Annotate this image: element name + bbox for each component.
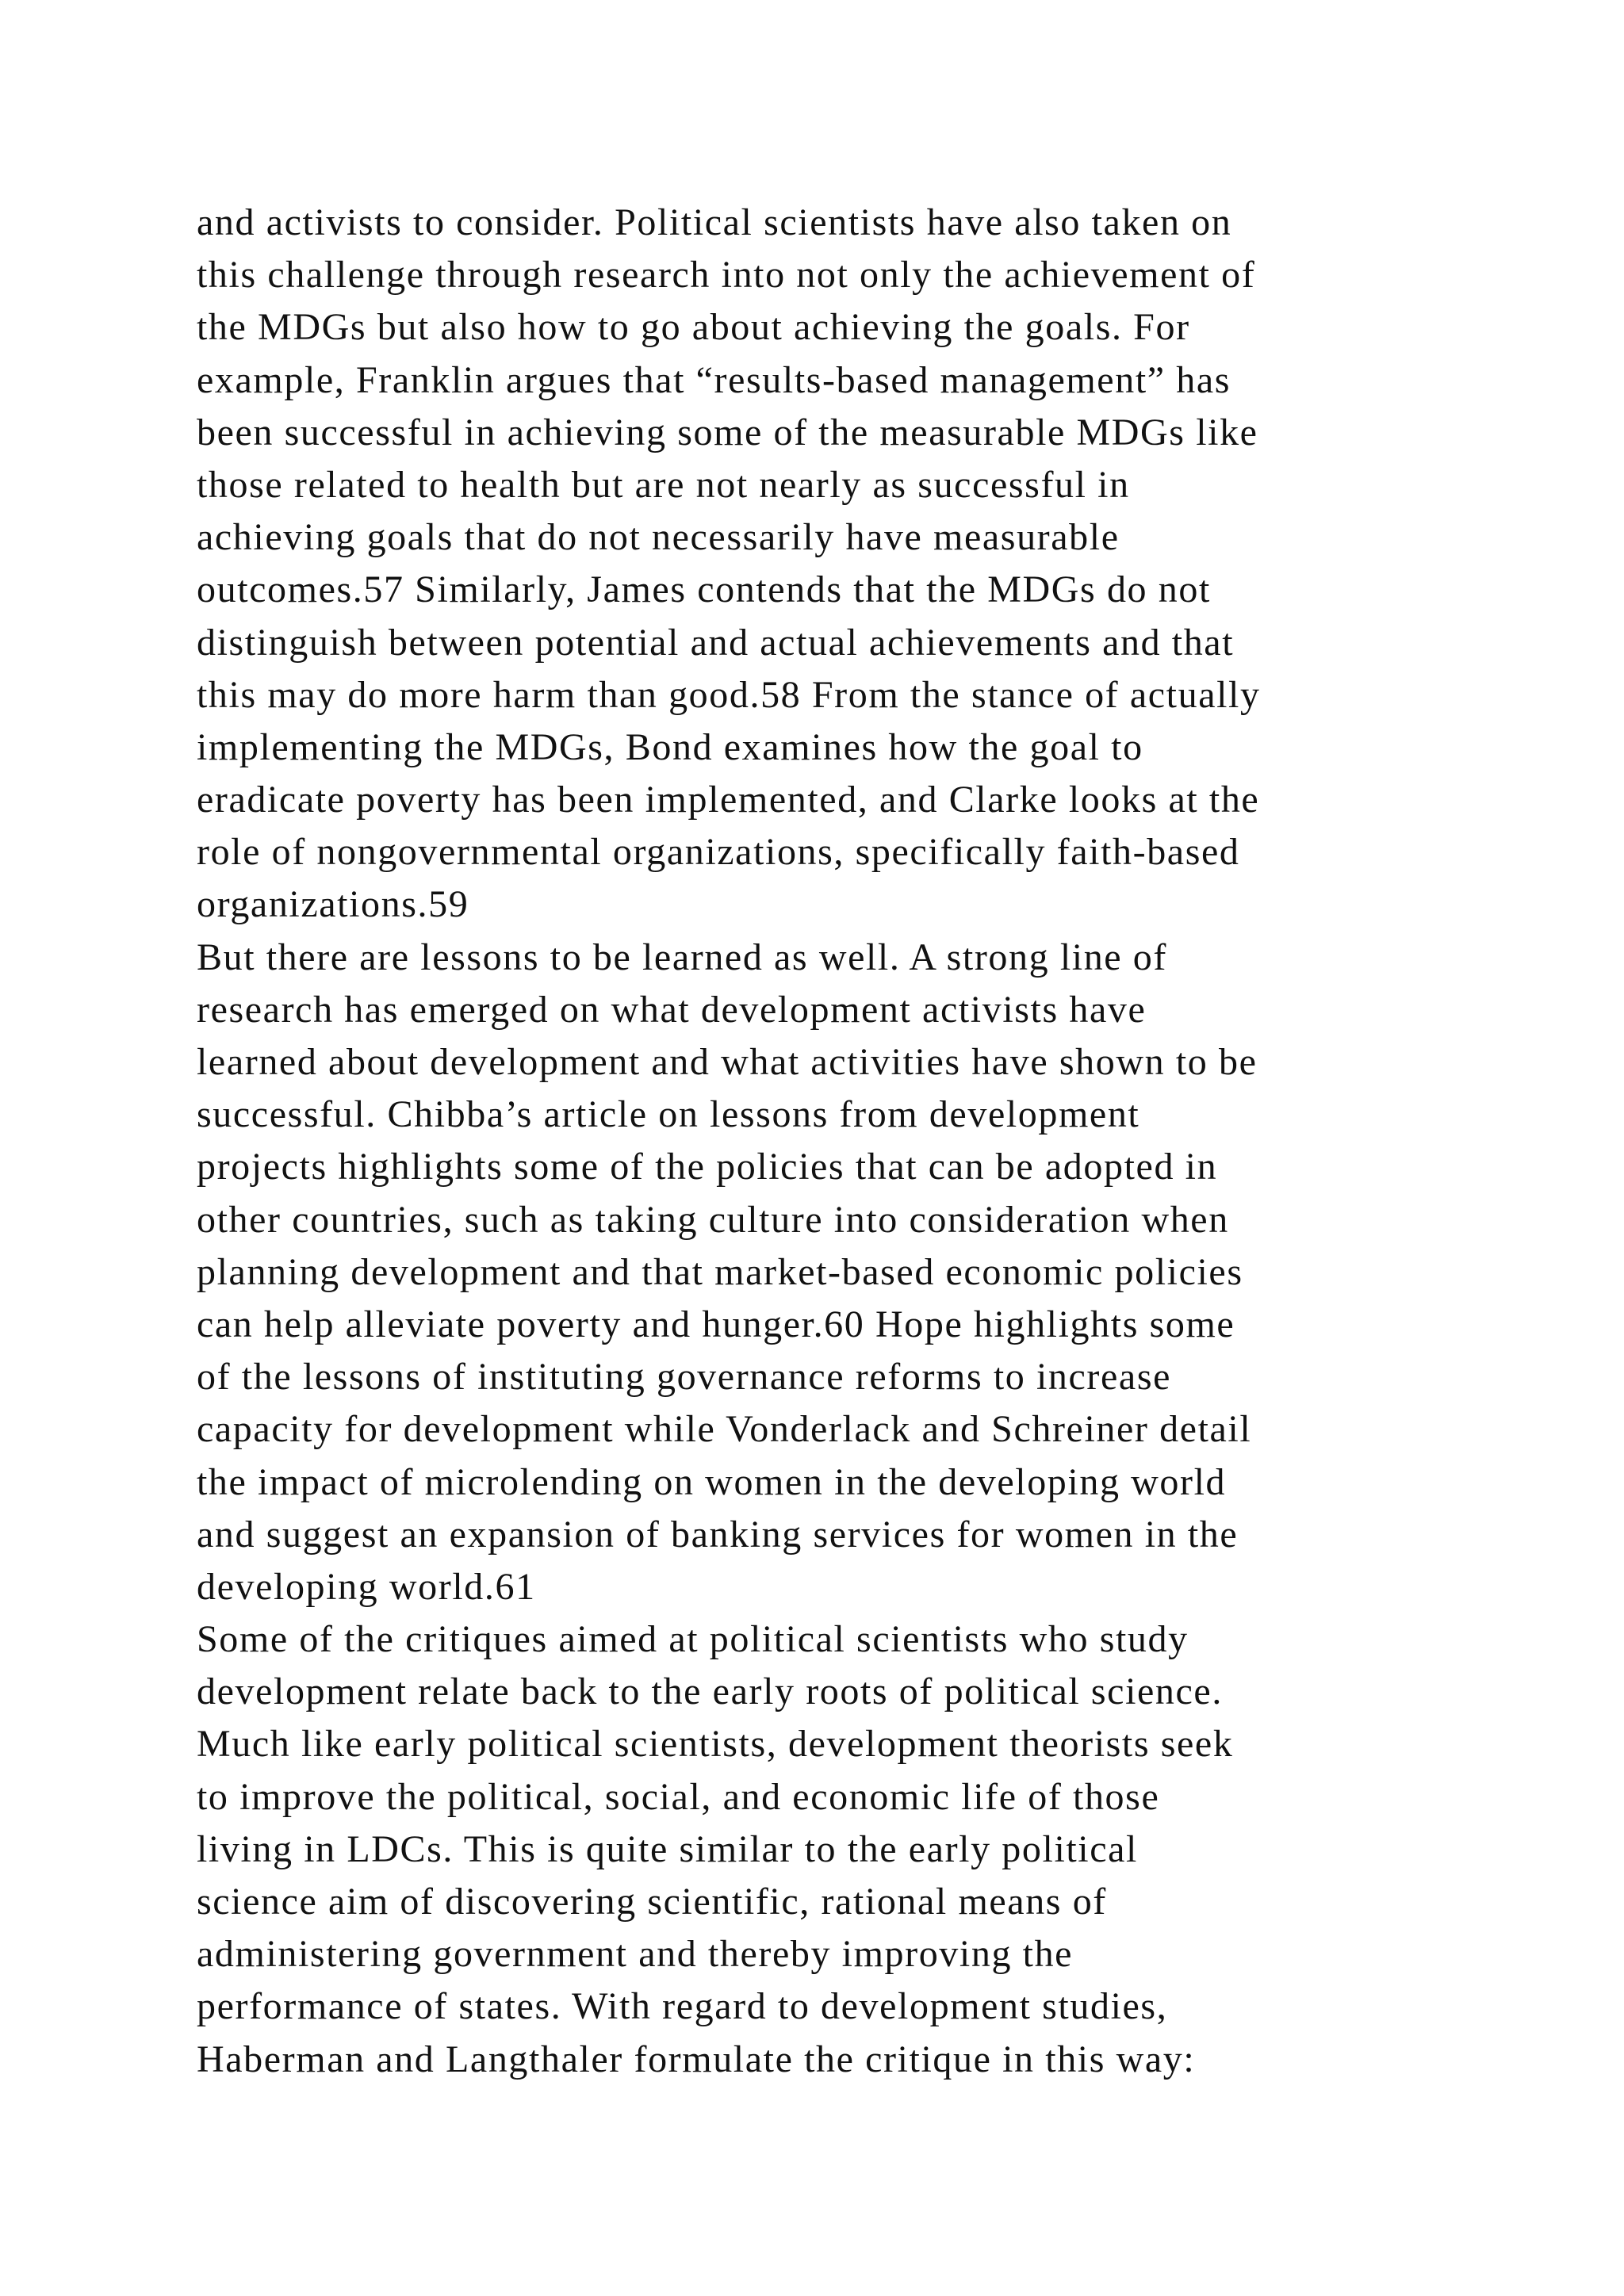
text-line-7: achieving goals that do not necessarily have measurable <box>197 516 1120 559</box>
text-line-19: projects highlights some of the policies that can be adopted in <box>197 1146 1218 1188</box>
text-line-13: role of nongovernmental organizations, specifically faith-based <box>197 831 1240 874</box>
text-line-24: capacity for development while Vonderlack and Schreiner detail <box>197 1408 1252 1451</box>
text-line-28: Some of the critiques aimed at political scientists who study <box>197 1618 1189 1661</box>
body-text <box>197 197 1465 2086</box>
text-line-21: planning development and that market-based economic policies <box>197 1250 1243 1293</box>
text-line-35: performance of states. With regard to development studies, <box>197 1985 1168 2028</box>
text-line-33: science aim of discovering scientific, rational means of <box>197 1881 1107 1923</box>
text-line-25: the impact of microlending on women in the developing world <box>197 1460 1227 1503</box>
text-line-2: this challenge through research into not only the achievement of <box>197 254 1256 297</box>
text-line-1: and activists to consider. Political scientists have also taken on <box>197 201 1232 243</box>
text-line-34: administering government and thereby improving the <box>197 1933 1074 1976</box>
text-line-4: example, Franklin argues that “results-based management” has <box>197 358 1231 401</box>
text-line-9: distinguish between potential and actual achievements and that <box>197 621 1235 664</box>
text-line-16: research has emerged on what development activists have <box>197 988 1147 1031</box>
text-line-8: outcomes.57 Similarly, James contends that the MDGs do not <box>197 568 1211 611</box>
text-line-11: implementing the MDGs, Bond examines how the goal to <box>197 725 1143 768</box>
text-line-31: to improve the political, social, and economic life of those <box>197 1775 1160 1818</box>
text-line-29: development relate back to the early roots of political science. <box>197 1670 1223 1713</box>
text-line-23: of the lessons of instituting governance reforms to increase <box>197 1356 1172 1399</box>
text-line-5: been successful in achieving some of the measurable MDGs like <box>197 411 1258 453</box>
text-line-32: living in LDCs. This is quite similar to the early political <box>197 1827 1138 1870</box>
text-line-14: organizations.59 <box>197 883 469 926</box>
text-line-10: this may do more harm than good.58 From the stance of actually <box>197 673 1261 716</box>
text-line-36: Haberman and Langthaler formulate the critique in this way: <box>197 2038 1196 2080</box>
text-line-18: successful. Chibba’s article on lessons from development <box>197 1093 1140 1136</box>
text-line-30: Much like early political scientists, development theorists seek <box>197 1723 1234 1766</box>
text-line-22: can help alleviate poverty and hunger.60 Hope highlights some <box>197 1303 1235 1345</box>
text-line-15: But there are lessons to be learned as well. A strong line of <box>197 936 1167 978</box>
text-line-6: those related to health but are not nearly as successful in <box>197 463 1130 506</box>
text-line-17: learned about development and what activities have shown to be <box>197 1041 1258 1083</box>
text-line-27: developing world.61 <box>197 1565 536 1608</box>
text-line-12: eradicate poverty has been implemented, and Clarke looks at the <box>197 779 1260 821</box>
text-line-26: and suggest an expansion of banking services for women in the <box>197 1513 1239 1556</box>
text-line-3: the MDGs but also how to go about achieving the goals. For <box>197 306 1190 349</box>
text-line-20: other countries, such as taking culture into consideration when <box>197 1198 1229 1241</box>
